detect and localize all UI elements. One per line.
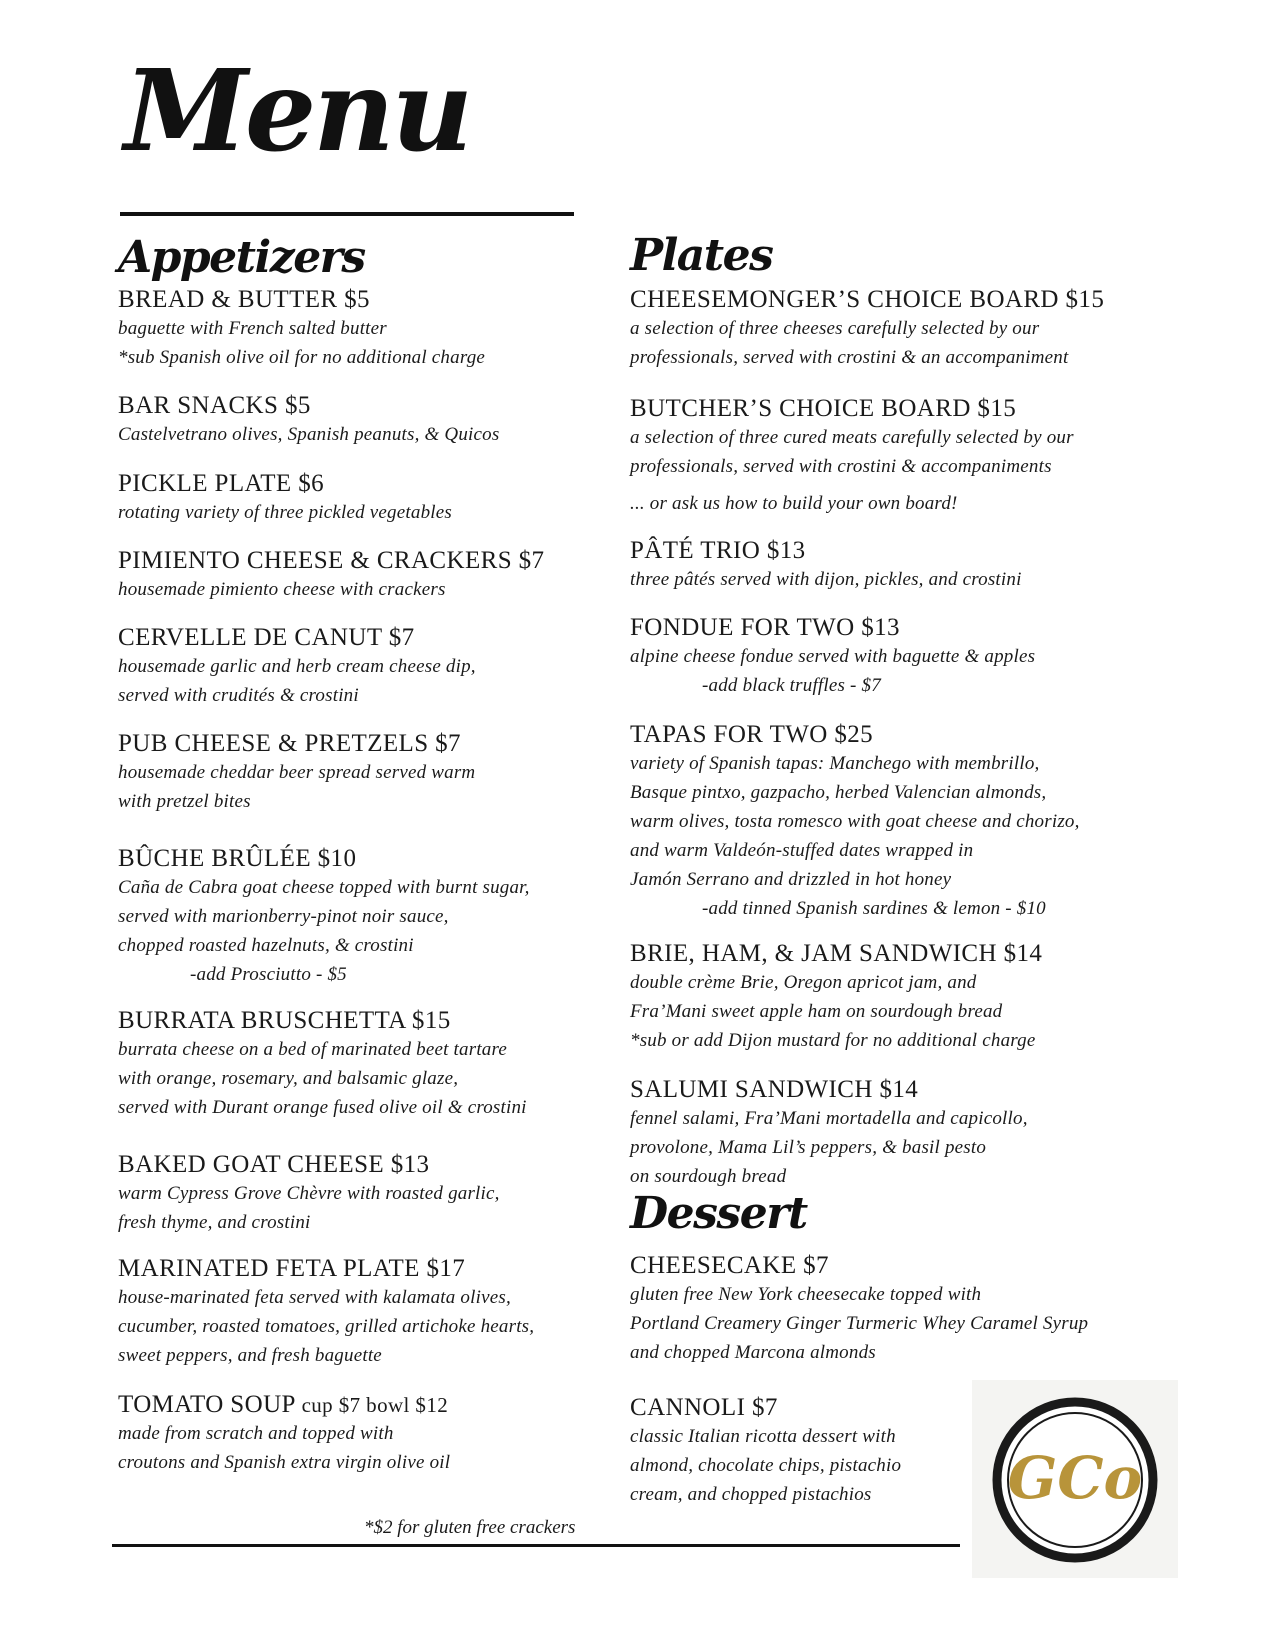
menu-item-marinated-feta	[118, 1255, 534, 1370]
item-name: BAKED GOAT CHEESE $13	[118, 1151, 430, 1178]
item-desc: and warm Valdeón-stuffed dates wrapped in	[630, 840, 974, 861]
build-your-own-note	[630, 489, 958, 518]
item-name: PÂTÉ TRIO $13	[630, 537, 806, 564]
item-desc: with orange, rosemary, and balsamic glaze,	[118, 1068, 459, 1089]
item-desc: fennel salami, Fra’Mani mortadella and capicollo,	[630, 1108, 1028, 1129]
item-desc: Caña de Cabra goat cheese topped with burnt sugar,	[118, 877, 530, 898]
item-desc: house-marinated feta served with kalamata olives,	[118, 1287, 511, 1308]
item-desc: cucumber, roasted tomatoes, grilled artichoke hearts,	[118, 1316, 535, 1337]
gco-logo-icon	[972, 1380, 1178, 1578]
item-desc: baguette with French salted butter	[118, 318, 387, 339]
item-desc: burrata cheese on a bed of marinated beet tartare	[118, 1039, 508, 1060]
item-desc: fresh thyme, and crostini	[118, 1212, 311, 1233]
item-desc: on sourdough bread	[630, 1166, 787, 1187]
item-name: BUTCHER’S CHOICE BOARD $15	[630, 395, 1017, 422]
item-name: CHEESECAKE $7	[630, 1252, 829, 1279]
item-name-prices: cup $7 bowl $12	[301, 1393, 449, 1417]
item-desc: alpine cheese fondue served with baguette & apples	[630, 646, 1036, 667]
item-name: CERVELLE DE CANUT $7	[118, 624, 415, 651]
item-desc: a selection of three cured meats carefully selected by our	[630, 427, 1074, 448]
item-desc: Basque pintxo, gazpacho, herbed Valencian almonds,	[630, 782, 1047, 803]
bottom-divider	[112, 1544, 960, 1547]
logo-text: GCo	[1007, 1444, 1143, 1512]
menu-item-cannoli	[630, 1394, 901, 1509]
menu-item-pate-trio	[630, 537, 1022, 594]
item-desc: croutons and Spanish extra virgin olive oil	[118, 1452, 451, 1473]
item-name: FONDUE FOR TWO $13	[630, 614, 900, 641]
dessert-heading: Dessert	[630, 1188, 807, 1239]
item-name: BURRATA BRUSCHETTA $15	[118, 1007, 451, 1034]
item-name: BAR SNACKS $5	[118, 392, 311, 419]
menu-item-baked-goat-cheese	[118, 1151, 500, 1237]
item-name: PICKLE PLATE $6	[118, 470, 324, 497]
item-desc: warm Cypress Grove Chèvre with roasted garlic,	[118, 1183, 500, 1204]
item-name: SALUMI SANDWICH $14	[630, 1076, 919, 1103]
item-name: PIMIENTO CHEESE & CRACKERS $7	[118, 547, 545, 574]
item-desc: made from scratch and topped with	[118, 1423, 394, 1444]
item-desc: ... or ask us how to build your own board!	[630, 493, 958, 514]
item-name: BRIE, HAM, & JAM SANDWICH $14	[630, 940, 1043, 967]
item-desc: professionals, served with crostini & an accompaniment	[630, 347, 1069, 368]
gluten-free-footnote: *$2 for gluten free crackers	[364, 1517, 576, 1538]
item-desc: Castelvetrano olives, Spanish peanuts, & Quicos	[118, 424, 500, 445]
item-desc: variety of Spanish tapas: Manchego with membrillo,	[630, 753, 1040, 774]
item-desc: *sub Spanish olive oil for no additional charge	[118, 347, 486, 368]
menu-item-tapas	[630, 721, 1080, 923]
item-name: PUB CHEESE & PRETZELS $7	[118, 730, 461, 757]
item-desc: served with crudités & crostini	[118, 685, 359, 706]
item-desc: a selection of three cheeses carefully selected by our	[630, 318, 1040, 339]
item-desc: housemade pimiento cheese with crackers	[118, 579, 446, 600]
menu-title: Menu	[124, 46, 471, 177]
menu-item-salumi-sandwich	[630, 1076, 1028, 1191]
menu-item-pub-cheese	[118, 730, 475, 816]
item-desc: served with marionberry-pinot noir sauce,	[118, 906, 449, 927]
item-name-main: TOMATO SOUP	[118, 1391, 295, 1418]
title-divider	[120, 212, 574, 216]
menu-item-cheesemonger-board	[630, 286, 1104, 372]
item-desc: gluten free New York cheesecake topped with	[630, 1284, 982, 1305]
item-desc: professionals, served with crostini & accompaniments	[630, 456, 1052, 477]
menu-item-cheesecake	[630, 1252, 1088, 1367]
item-name: CHEESEMONGER’S CHOICE BOARD $15	[630, 286, 1105, 313]
item-desc: and chopped Marcona almonds	[630, 1342, 876, 1363]
menu-item-tomato-soup	[118, 1391, 450, 1477]
item-name: TAPAS FOR TWO $25	[630, 721, 874, 748]
item-name	[118, 1391, 450, 1419]
item-desc: Jamón Serrano and drizzled in hot honey	[630, 869, 952, 890]
item-desc: chopped roasted hazelnuts, & crostini	[118, 935, 414, 956]
item-desc: classic Italian ricotta dessert with	[630, 1426, 896, 1447]
item-addon: -add black truffles - $7	[702, 675, 881, 696]
item-desc: rotating variety of three pickled vegetables	[118, 502, 452, 523]
item-desc: Fra’Mani sweet apple ham on sourdough bread	[630, 1001, 1003, 1022]
menu-item-brie-ham-jam	[630, 940, 1042, 1055]
item-desc: housemade garlic and herb cream cheese dip,	[118, 656, 476, 677]
menu-item-bread-butter	[118, 286, 485, 372]
menu-item-pickle-plate	[118, 470, 452, 527]
item-desc: housemade cheddar beer spread served warm	[118, 762, 476, 783]
item-desc: sweet peppers, and fresh baguette	[118, 1345, 382, 1366]
item-desc: cream, and chopped pistachios	[630, 1484, 872, 1505]
item-addon: -add tinned Spanish sardines & lemon - $10	[702, 898, 1046, 919]
item-desc: *sub or add Dijon mustard for no additional charge	[630, 1030, 1036, 1051]
item-desc: Portland Creamery Ginger Turmeric Whey Caramel Syrup	[630, 1313, 1089, 1334]
item-desc: served with Durant orange fused olive oil & crostini	[118, 1097, 527, 1118]
item-name: BÛCHE BRÛLÉE $10	[118, 845, 357, 872]
menu-item-bar-snacks	[118, 392, 499, 449]
item-name: BREAD & BUTTER $5	[118, 286, 370, 313]
menu-item-fondue	[630, 614, 1035, 700]
plates-heading: Plates	[630, 230, 773, 281]
item-desc: three pâtés served with dijon, pickles, and crostini	[630, 569, 1022, 590]
item-desc: almond, chocolate chips, pistachio	[630, 1455, 902, 1476]
menu-item-butcher-board	[630, 395, 1074, 481]
logo	[972, 1380, 1178, 1578]
item-desc: with pretzel bites	[118, 791, 251, 812]
appetizers-heading: Appetizers	[118, 232, 365, 283]
menu-item-cervelle-de-canut	[118, 624, 476, 710]
menu-item-buche-brulee	[118, 845, 530, 989]
item-name: CANNOLI $7	[630, 1394, 778, 1421]
menu-item-burrata-bruschetta	[118, 1007, 527, 1122]
item-desc: provolone, Mama Lil’s peppers, & basil pesto	[630, 1137, 987, 1158]
item-name: MARINATED FETA PLATE $17	[118, 1255, 466, 1282]
menu-item-pimiento-cheese	[118, 547, 544, 604]
item-desc: warm olives, tosta romesco with goat cheese and chorizo,	[630, 811, 1080, 832]
item-desc: double crème Brie, Oregon apricot jam, and	[630, 972, 977, 993]
item-addon: -add Prosciutto - $5	[190, 964, 347, 985]
